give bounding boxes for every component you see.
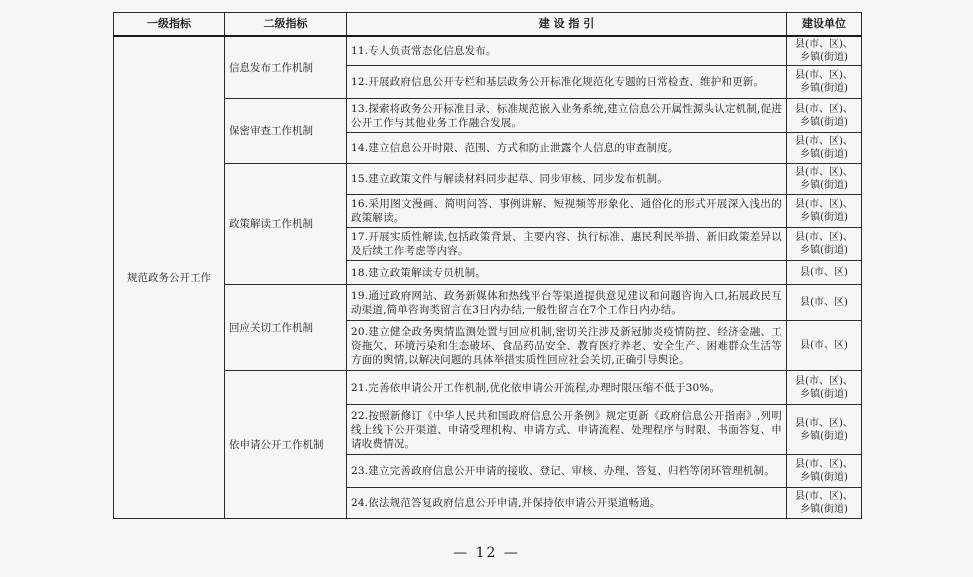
- guide-text: 12.开展政府信息公开专栏和基层政务公开标准化规范化专题的日常检查、维护和更新。: [347, 66, 787, 99]
- page-number: — 12 —: [453, 545, 520, 561]
- guide-text: 14.建立信息公开时限、范围、方式和防止泄露个人信息的审查制度。: [347, 133, 787, 164]
- level2-indicator: 政策解读工作机制: [225, 164, 347, 285]
- unit-text: 县(市、区)、乡镇(街道): [787, 133, 862, 164]
- unit-text: 县(市、区): [787, 321, 862, 371]
- unit-text: 县(市、区)、乡镇(街道): [787, 228, 862, 261]
- guide-text: 19.通过政府网站、政务新媒体和热线平台等渠道提供意见建议和问题咨询入口,拓展政民互动渠道,简单咨询类留言在3日内办结,一般性留言在7个工作日内办结。: [347, 285, 787, 321]
- unit-text: 县(市、区)、乡镇(街道): [787, 488, 862, 519]
- guide-text: 21.完善依申请公开工作机制,优化依申请公开流程,办理时限压缩不低于30%。: [347, 371, 787, 405]
- guide-text: 24.依法规范答复政府信息公开申请,并保持依申请公开渠道畅通。: [347, 488, 787, 519]
- level2-indicator: 保密审查工作机制: [225, 99, 347, 164]
- guide-text: 23.建立完善政府信息公开申请的接收、登记、审核、办理、答复、归档等闭环管理机制。: [347, 455, 787, 488]
- guide-text: 22.按照新修订《中华人民共和国政府信息公开条例》规定更新《政府信息公开指南》,列明线上线下公开渠道、申请受理机构、申请方式、申请流程、处理程序与时限、书面答复、申请收费情况。: [347, 405, 787, 455]
- table-row: [114, 371, 862, 405]
- table-row: [114, 99, 862, 133]
- level1-indicator: 规范政务公开工作: [114, 36, 225, 519]
- unit-text: 县(市、区)、乡镇(街道): [787, 36, 862, 66]
- table-header-row: [114, 13, 862, 37]
- header-level1: 一级指标: [114, 13, 225, 37]
- guide-text: 13.探索将政务公开标准目录、标准规范嵌入业务系统,建立信息公开属性源头认定机制,促进公开工作与其他业务工作融合发展。: [347, 99, 787, 133]
- indicator-table: [113, 12, 862, 519]
- unit-text: 县(市、区)、乡镇(街道): [787, 99, 862, 133]
- unit-text: 县(市、区)、乡镇(街道): [787, 164, 862, 195]
- unit-text: 县(市、区): [787, 261, 862, 285]
- guide-text: 16.采用图文漫画、简明问答、事例讲解、短视频等形象化、通俗化的形式开展深入浅出的政策解读。: [347, 195, 787, 228]
- unit-text: 县(市、区)、乡镇(街道): [787, 66, 862, 99]
- guide-text: 20.建立健全政务舆情监测处置与回应机制,密切关注涉及新冠肺炎疫情防控、经济金融、工资拖欠、环境污染和生态破坏、食品药品安全、教育医疗养老、安全生产、困难群众生活等方面的舆情,以解决问题的具体举措实质性回应社会关切,正确引导舆论。: [347, 321, 787, 371]
- guide-text: 18.建立政策解读专员机制。: [347, 261, 787, 285]
- header-level2: 二级指标: [225, 13, 347, 37]
- unit-text: 县(市、区)、乡镇(街道): [787, 195, 862, 228]
- guide-text: 17.开展实质性解读,包括政策背景、主要内容、执行标准、惠民利民举措、新旧政策差异以及后续工作考虑等内容。: [347, 228, 787, 261]
- level2-indicator: 回应关切工作机制: [225, 285, 347, 371]
- unit-text: 县(市、区)、乡镇(街道): [787, 405, 862, 455]
- table-row: [114, 36, 862, 66]
- guide-text: 11.专人负责常态化信息发布。: [347, 36, 787, 66]
- guide-text: 15.建立政策文件与解读材料同步起草、同步审核、同步发布机制。: [347, 164, 787, 195]
- header-unit: 建设单位: [787, 13, 862, 37]
- unit-text: 县(市、区): [787, 285, 862, 321]
- unit-text: 县(市、区)、乡镇(街道): [787, 455, 862, 488]
- level2-indicator: 依申请公开工作机制: [225, 371, 347, 519]
- header-guide: 建 设 指 引: [347, 13, 787, 37]
- table-row: [114, 164, 862, 195]
- level2-indicator: 信息发布工作机制: [225, 36, 347, 99]
- unit-text: 县(市、区)、乡镇(街道): [787, 371, 862, 405]
- table-row: [114, 285, 862, 321]
